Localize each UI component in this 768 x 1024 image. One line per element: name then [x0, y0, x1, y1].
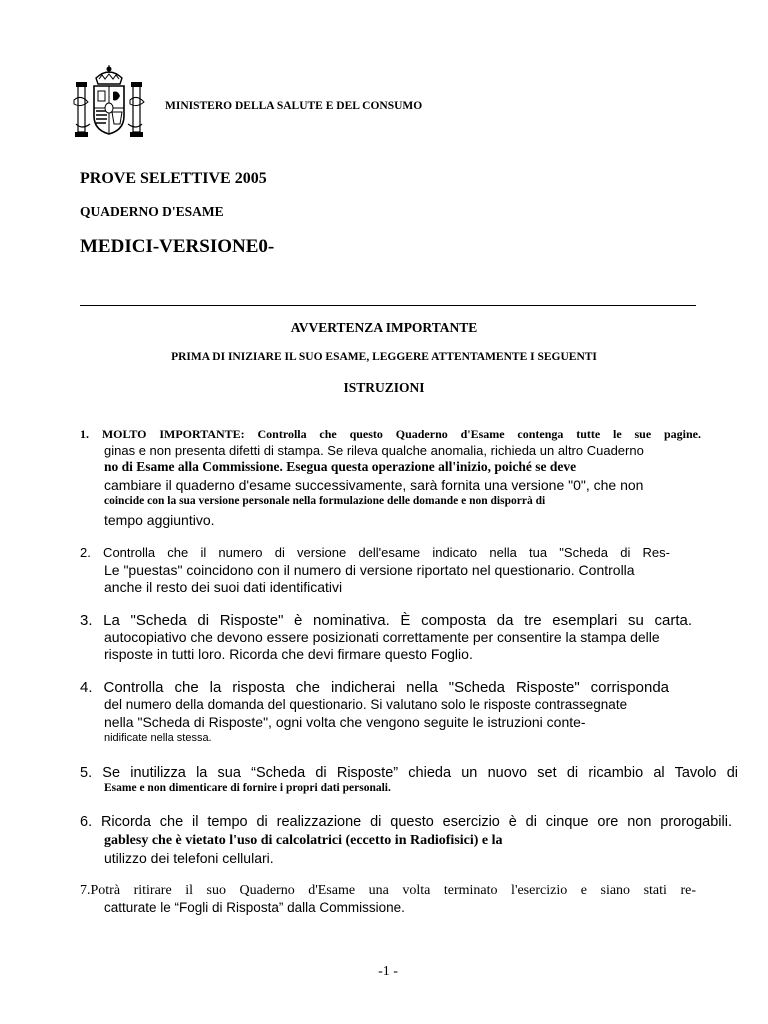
- item-7-line-2: catturate le “Fogli di Risposta” dalla Commissione.: [104, 900, 405, 915]
- item-2-line-3: anche il resto dei suoi dati identificativi: [104, 579, 343, 595]
- item-6-line-3: utilizzo dei telefoni cellulari.: [104, 850, 274, 866]
- item-1-line-6: tempo aggiuntivo.: [104, 512, 215, 528]
- ministry-name: MINISTERO DELLA SALUTE E DEL CONSUMO: [165, 100, 423, 112]
- item-1-line-2: ginas e non presenta difetti di stampa. Se rileva qualche anomalia, richieda un altro Cuaderno: [104, 443, 644, 458]
- item-5-line-2: Esame e non dimenticare di fornire i propri dati personali.: [104, 782, 391, 794]
- exam-title: PROVE SELETTIVE 2005: [80, 170, 267, 187]
- notice-subheading: PRIMA DI INIZIARE IL SUO ESAME, LEGGERE ATTENTAMENTE I SEGUENTI: [171, 351, 597, 363]
- item-3-line-1: 3. La "Scheda di Risposte" è nominativa. È composta da tre esemplari su carta.: [80, 612, 692, 629]
- item-1-line-1: 1. MOLTO IMPORTANTE: Controlla che questo Quaderno d'Esame contenga tutte le sue pagine.: [80, 427, 701, 441]
- spanish-coat-of-arms-icon: [72, 64, 146, 142]
- item-4-line-1: 4. Controlla che la risposta che indicherai nella "Scheda Risposte" corrisponda: [80, 679, 669, 696]
- item-6-line-1: 6. Ricorda che il tempo di realizzazione di questo esercizio è di cinque ore non prorogabili.: [80, 814, 732, 830]
- exam-subtitle: QUADERNO D'ESAME: [80, 204, 224, 219]
- item-3-line-2: autocopiativo che devono essere posizionati correttamente per consentire la stampa delle: [104, 629, 660, 645]
- item-4-line-2: del numero della domanda del questionario. Si valutano solo le risposte contrassegnate: [104, 697, 628, 712]
- item-2-line-1: 2. Controlla che il numero di versione dell'esame indicato nella tua "Scheda di Res-: [80, 545, 670, 560]
- item-1-line-5: coincide con la sua versione personale nella formulazione delle domande e non disporrà di: [104, 495, 546, 507]
- separator-line: [80, 305, 696, 306]
- page-number: -1 -: [378, 964, 398, 979]
- item-3-line-3: risposte in tutti loro. Ricorda che devi firmare questo Foglio.: [104, 646, 473, 662]
- notice-heading: AVVERTENZA IMPORTANTE: [290, 320, 478, 335]
- item-6-line-2: gablesy che è vietato l'uso di calcolatrici (eccetto in Radiofisici) e la: [104, 833, 503, 848]
- item-5-line-1: 5. Se inutilizza la sua “Scheda di Risposte” chieda un nuovo set di ricambio al Tavolo di: [80, 765, 738, 781]
- item-2-line-2: Le "puestas" coincidono con il numero di versione riportato nel questionario. Controlla: [104, 562, 635, 578]
- item-4-line-3: nella "Scheda di Risposte", ogni volta che vengono seguite le istruzioni conte-: [104, 714, 586, 730]
- item-7-line-1: 7.Potrà ritirare il suo Quaderno d'Esame una volta terminato l'esercizio e siano stati re-: [80, 883, 696, 898]
- exam-version: MEDICI-VERSIONE0-: [80, 236, 275, 257]
- item-4-line-4: nidificate nella stessa.: [104, 732, 212, 744]
- coat-of-arms: [72, 64, 146, 142]
- instructions-heading: ISTRUZIONI: [343, 380, 425, 395]
- item-1-line-3: no di Esame alla Commissione. Esegua questa operazione all'inizio, poiché se deve: [104, 459, 577, 474]
- item-1-line-4: cambiare il quaderno d'esame successivamente, sarà fornita una versione "0", che non: [104, 477, 644, 493]
